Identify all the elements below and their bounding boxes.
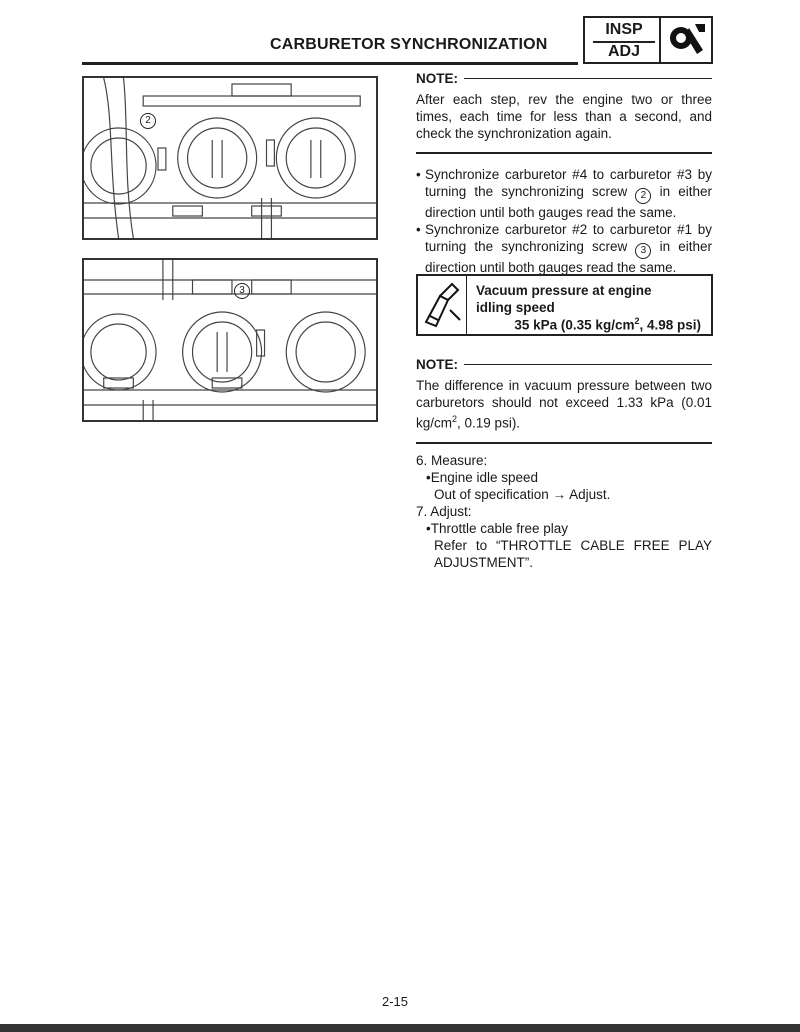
note-2 [416,356,712,444]
section-badge [583,16,713,64]
list-item: •Throttle cable free play [426,521,569,536]
badge-divider [659,18,661,62]
list-item: •Engine idle speed [426,470,539,485]
note-end-rule [416,152,712,154]
steps [416,452,712,571]
list-item: • Synchronize carburetor #4 to carburetor #3 by turning the synchronizing screw 2 in either direction until both gauges read the same. [416,167,713,220]
note-text: The difference in vacuum pressure between two carburetors should not exceed 1.33 kPa (0.01 $kg/cm^2$, 0.19 psi). [416,378,712,431]
note-text: After each step, rev the engine two or three times, each time for less than a second, and check the synchronization again. [416,92,712,141]
note-header: NOTE: [416,70,712,87]
page-number: 2-15 [382,994,409,1009]
note-header: NOTE: [416,356,712,373]
spec-label: Vacuum pressure at engine idling speed [476,283,652,315]
spec-box [416,274,713,336]
callout-3: 3 [234,278,250,299]
sync-instructions [416,166,712,276]
step-6-label: 6. Measure: [416,453,488,468]
bottom-bar [0,1024,800,1032]
figure-carburetor-screw-3 [82,258,378,422]
badge-adj: ADJ [607,43,640,60]
wrench-gauge-icon [665,20,709,60]
list-item: • Synchronize carburetor #2 to carburetor #1 by turning the synchronizing screw 3 in either direction until both gauges read the same. [416,222,713,275]
carburetor-illustration [84,260,376,420]
carburetor-illustration [84,78,376,238]
note-end-rule [416,442,712,444]
header-rule [82,62,578,65]
spec-value: 35 kPa (0.35 $kg/cm^2$, 4.98 psi) [514,316,701,333]
note-1 [416,70,712,154]
step-7-label: 7. Adjust: [416,504,472,519]
badge-insp: INSP [605,21,643,38]
vacuum-gauge-icon [418,276,467,334]
figure-carburetor-screw-2 [82,76,378,240]
callout-2: 2 [140,108,156,129]
step-7-reference: Refer to “THROTTLE CABLE FREE PLAY ADJUSTMENT”. [434,538,712,570]
step-6-action: Out of specification → Adjust. [434,487,611,502]
page-title: CARBURETOR SYNCHRONIZATION [270,36,548,53]
